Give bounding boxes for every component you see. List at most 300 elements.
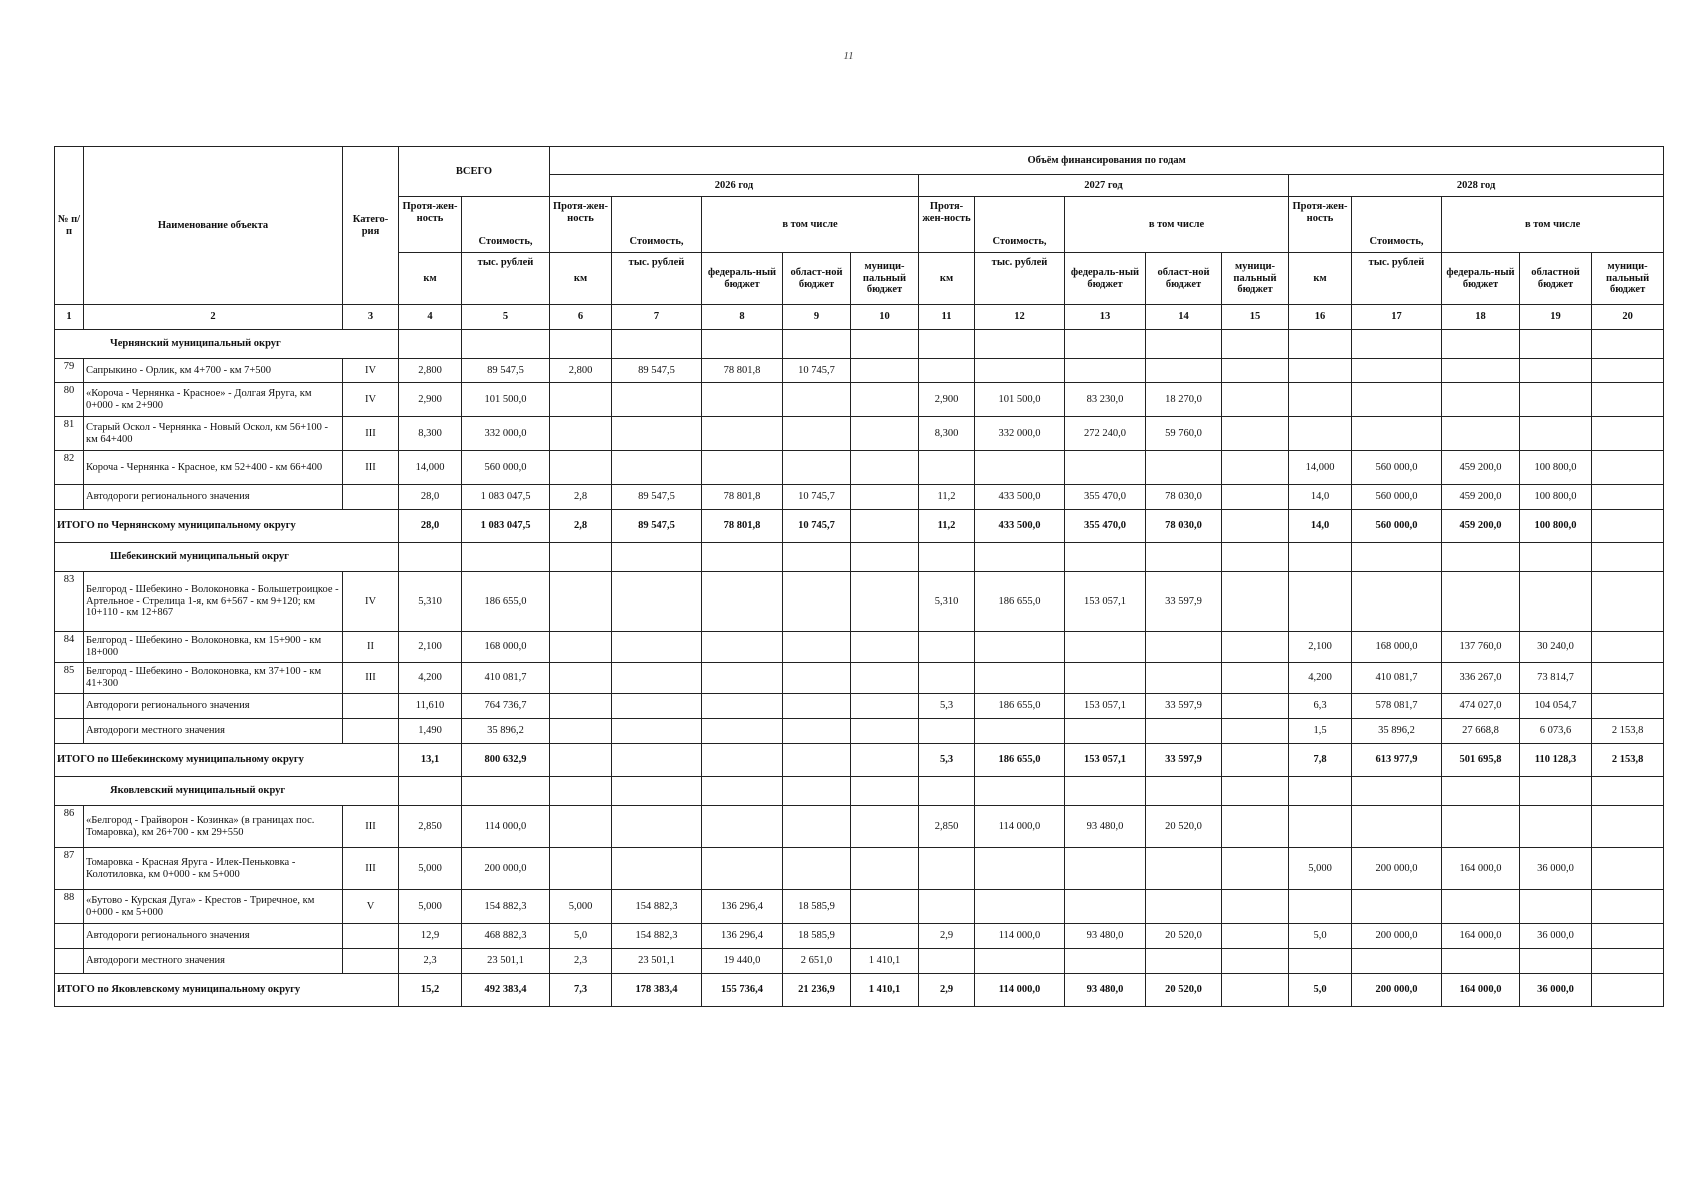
value-cell: 8,300 [919,417,975,451]
empty-cell [1442,777,1520,806]
empty-cell [975,777,1065,806]
object-row [55,451,1664,485]
header-cost: Стоимость, [975,197,1065,253]
value-cell: 164 000,0 [1442,924,1520,949]
value-cell [919,949,975,974]
empty-cell [462,777,550,806]
empty-cell [975,543,1065,572]
column-number: 19 [1520,305,1592,330]
value-cell: 560 000,0 [1352,451,1442,485]
value-cell: 83 230,0 [1065,383,1146,417]
value-cell: 20 520,0 [1146,806,1222,848]
value-cell [702,663,783,694]
value-cell: 272 240,0 [1065,417,1146,451]
value-cell: 168 000,0 [462,632,550,663]
total-cell: 13,1 [399,744,462,777]
row-number: 81 [55,417,84,451]
object-name: Старый Оскол - Чернянка - Новый Оскол, км 56+100 - км 64+400 [84,417,343,451]
value-cell: 2,900 [399,383,462,417]
value-cell [1222,949,1289,974]
total-cell [612,744,702,777]
value-cell: 5,3 [919,694,975,719]
value-cell [783,694,851,719]
value-cell [550,663,612,694]
header-regional: област-ной бюджет [783,253,851,305]
value-cell [851,417,919,451]
column-number: 18 [1442,305,1520,330]
total-cell: 613 977,9 [1352,744,1442,777]
header-federal: федераль-ный бюджет [702,253,783,305]
value-cell [1222,451,1289,485]
value-cell [1222,924,1289,949]
empty-cell [1289,543,1352,572]
empty-cell [1352,330,1442,359]
value-cell: 164 000,0 [1442,848,1520,890]
empty-cell [783,330,851,359]
value-cell: 355 470,0 [1065,485,1146,510]
header-cost-unit: тыс. рублей [975,253,1065,305]
value-cell: 2,100 [1289,632,1352,663]
district-row [55,543,1664,572]
value-cell: 6,3 [1289,694,1352,719]
total-cell: 800 632,9 [462,744,550,777]
empty-cell [1065,543,1146,572]
header-federal: федераль-ный бюджет [1065,253,1146,305]
value-cell: 101 500,0 [462,383,550,417]
value-cell: 4,200 [399,663,462,694]
total-cell: 15,2 [399,974,462,1007]
value-cell: 154 882,3 [612,924,702,949]
value-cell: 89 547,5 [612,359,702,383]
value-cell [1442,890,1520,924]
value-cell [1352,806,1442,848]
header-cost-unit: тыс. рублей [1352,253,1442,305]
value-cell [612,806,702,848]
value-cell [851,848,919,890]
object-name: Томаровка - Красная Яруга - Илек-Пеньковка - Колотиловка, км 0+000 - км 5+000 [84,848,343,890]
empty-cell [612,777,702,806]
value-cell: 33 597,9 [1146,572,1222,632]
value-cell: 27 668,8 [1442,719,1520,744]
value-cell: 153 057,1 [1065,572,1146,632]
value-cell: 1 410,1 [851,949,919,974]
value-cell [783,663,851,694]
empty-cell [462,330,550,359]
value-cell [1352,417,1442,451]
value-cell: 114 000,0 [975,806,1065,848]
value-cell [612,383,702,417]
value-cell [702,694,783,719]
object-name: Автодороги местного значения [84,949,343,974]
subtotal-row [55,719,1664,744]
row-number: 83 [55,572,84,632]
district-row [55,777,1664,806]
value-cell [1592,949,1664,974]
value-cell: 764 736,7 [462,694,550,719]
value-cell [851,694,919,719]
value-cell [1442,383,1520,417]
total-cell: 433 500,0 [975,510,1065,543]
subtotal-row [55,924,1664,949]
value-cell [1146,949,1222,974]
column-number: 10 [851,305,919,330]
value-cell: 136 296,4 [702,890,783,924]
value-cell: 114 000,0 [975,924,1065,949]
value-cell [1442,806,1520,848]
empty-cell [1146,543,1222,572]
value-cell: 14,0 [1289,485,1352,510]
value-cell: 168 000,0 [1352,632,1442,663]
value-cell: 89 547,5 [462,359,550,383]
row-number [55,719,84,744]
header-name: Наименование объекта [84,147,343,305]
value-cell: 2,900 [919,383,975,417]
total-cell: 2,8 [550,510,612,543]
object-row [55,383,1664,417]
empty-cell [399,777,462,806]
value-cell [851,485,919,510]
value-cell [1442,572,1520,632]
row-number [55,485,84,510]
empty-cell [783,777,851,806]
header-cost: Стоимость, [1352,197,1442,253]
value-cell [1289,383,1352,417]
value-cell: 474 027,0 [1442,694,1520,719]
value-cell [702,806,783,848]
value-cell: 12,9 [399,924,462,949]
value-cell [612,719,702,744]
value-cell: 137 760,0 [1442,632,1520,663]
value-cell [1065,890,1146,924]
value-cell: 433 500,0 [975,485,1065,510]
value-cell [783,572,851,632]
header-cost: Стоимость, [462,197,550,253]
row-number: 84 [55,632,84,663]
value-cell [919,632,975,663]
category-cell: III [343,663,399,694]
header-length: Протя-жен-ность [919,197,975,253]
value-cell [550,632,612,663]
value-cell [1592,694,1664,719]
value-cell [1222,572,1289,632]
subtotal-row [55,485,1664,510]
value-cell [975,949,1065,974]
header-length-unit: км [550,253,612,305]
header-cost-unit: тыс. рублей [612,253,702,305]
value-cell [1222,719,1289,744]
value-cell: 5,000 [399,848,462,890]
category-cell [343,694,399,719]
district-name: Шебекинский муниципальный округ [55,543,399,572]
value-cell: 5,0 [550,924,612,949]
district-row [55,330,1664,359]
value-cell: 1,490 [399,719,462,744]
value-cell: 136 296,4 [702,924,783,949]
value-cell [1146,663,1222,694]
value-cell [851,359,919,383]
header-category: Катего-рия [343,147,399,305]
value-cell [1222,383,1289,417]
value-cell [1065,663,1146,694]
value-cell: 459 200,0 [1442,451,1520,485]
value-cell [702,451,783,485]
column-numbers-row [55,305,1664,330]
value-cell: 73 814,7 [1520,663,1592,694]
value-cell [919,451,975,485]
value-cell [550,383,612,417]
empty-cell [702,543,783,572]
value-cell: 100 800,0 [1520,451,1592,485]
total-cell: 164 000,0 [1442,974,1520,1007]
category-cell: III [343,848,399,890]
value-cell [1442,417,1520,451]
value-cell [1592,417,1664,451]
value-cell [851,383,919,417]
empty-cell [550,330,612,359]
value-cell [1222,890,1289,924]
column-number: 15 [1222,305,1289,330]
value-cell: 2,3 [550,949,612,974]
header-municipal: муници-пальный бюджет [1222,253,1289,305]
value-cell: 14,000 [1289,451,1352,485]
value-cell [702,848,783,890]
value-cell [550,694,612,719]
value-cell: 36 000,0 [1520,848,1592,890]
empty-cell [1222,777,1289,806]
value-cell [1352,949,1442,974]
value-cell: 5,0 [1289,924,1352,949]
total-cell: 33 597,9 [1146,744,1222,777]
value-cell [1065,632,1146,663]
category-cell [343,485,399,510]
empty-cell [1592,330,1664,359]
value-cell [1520,383,1592,417]
value-cell [550,417,612,451]
value-cell: 2,8 [550,485,612,510]
category-cell: IV [343,383,399,417]
header-regional: областной бюджет [1520,253,1592,305]
value-cell [783,451,851,485]
value-cell [702,417,783,451]
value-cell [550,451,612,485]
object-name: Белгород - Шебекино - Волоконовка - Большетроицкое - Артельное - Стрелица 1-я, км 6+567 - км 9+120; км 10+110 - км 12+867 [84,572,343,632]
total-cell [550,744,612,777]
header-municipal: муници-пальный бюджет [851,253,919,305]
total-cell [851,510,919,543]
category-cell [343,949,399,974]
value-cell [975,451,1065,485]
value-cell: 23 501,1 [612,949,702,974]
value-cell [1146,719,1222,744]
value-cell [783,417,851,451]
value-cell [702,383,783,417]
subtotal-row [55,949,1664,974]
total-cell: 5,0 [1289,974,1352,1007]
column-number: 17 [1352,305,1442,330]
header-length-unit: км [919,253,975,305]
header-municipal: муници-пальный бюджет [1592,253,1664,305]
empty-cell [1352,777,1442,806]
total-cell [702,744,783,777]
value-cell: 5,000 [399,890,462,924]
empty-cell [1289,777,1352,806]
total-cell [1222,744,1289,777]
column-number: 11 [919,305,975,330]
object-name: Автодороги регионального значения [84,924,343,949]
total-cell: 200 000,0 [1352,974,1442,1007]
empty-cell [550,543,612,572]
empty-cell [919,543,975,572]
category-cell: III [343,451,399,485]
empty-cell [1520,543,1592,572]
value-cell [1592,632,1664,663]
header-including: в том числе [1442,197,1664,253]
financing-table [54,146,1664,1007]
value-cell [1289,572,1352,632]
column-number: 5 [462,305,550,330]
total-label: ИТОГО по Чернянскому муниципальному округу [55,510,399,543]
value-cell [975,359,1065,383]
value-cell [1289,949,1352,974]
value-cell [1146,632,1222,663]
empty-cell [1352,543,1442,572]
value-cell: 30 240,0 [1520,632,1592,663]
header-length-unit: км [399,253,462,305]
empty-cell [919,777,975,806]
value-cell [1592,383,1664,417]
table-body [55,330,1664,1007]
total-row [55,510,1664,543]
header-federal: федераль-ный бюджет [1442,253,1520,305]
total-cell: 89 547,5 [612,510,702,543]
value-cell [1592,806,1664,848]
column-number: 6 [550,305,612,330]
value-cell [1065,451,1146,485]
empty-cell [1222,330,1289,359]
value-cell [919,719,975,744]
value-cell [919,663,975,694]
value-cell: 6 073,6 [1520,719,1592,744]
value-cell: 186 655,0 [975,694,1065,719]
value-cell [1592,485,1664,510]
empty-cell [1065,330,1146,359]
category-cell: III [343,417,399,451]
value-cell: 104 054,7 [1520,694,1592,719]
object-name: «Белгород - Грайворон - Козинка» (в границах пос. Томаровка), км 26+700 - км 29+550 [84,806,343,848]
object-name: «Бутово - Курская Дуга» - Крестов - Триречное, км 0+000 - км 5+000 [84,890,343,924]
value-cell [851,890,919,924]
total-cell: 14,0 [1289,510,1352,543]
value-cell [851,572,919,632]
total-cell: 178 383,4 [612,974,702,1007]
header-num: № п/п [55,147,84,305]
value-cell: 5,310 [399,572,462,632]
value-cell [851,663,919,694]
value-cell [1442,949,1520,974]
value-cell: 332 000,0 [975,417,1065,451]
value-cell: 1 083 047,5 [462,485,550,510]
total-cell: 93 480,0 [1065,974,1146,1007]
empty-cell [550,777,612,806]
value-cell: 4,200 [1289,663,1352,694]
value-cell [1222,663,1289,694]
header-length: Протя-жен-ность [550,197,612,253]
value-cell [783,719,851,744]
empty-cell [612,543,702,572]
value-cell [1065,359,1146,383]
value-cell: 200 000,0 [1352,848,1442,890]
value-cell: 186 655,0 [975,572,1065,632]
total-row [55,974,1664,1007]
value-cell: 1,5 [1289,719,1352,744]
empty-cell [919,330,975,359]
value-cell [975,632,1065,663]
empty-cell [1442,543,1520,572]
value-cell: 2,9 [919,924,975,949]
value-cell [851,806,919,848]
value-cell: 114 000,0 [462,806,550,848]
empty-cell [1520,777,1592,806]
value-cell [851,719,919,744]
value-cell [975,848,1065,890]
total-cell: 7,8 [1289,744,1352,777]
value-cell [919,890,975,924]
empty-cell [1065,777,1146,806]
value-cell [612,663,702,694]
total-cell: 36 000,0 [1520,974,1592,1007]
row-number [55,949,84,974]
value-cell: 186 655,0 [462,572,550,632]
value-cell [1146,359,1222,383]
value-cell [851,924,919,949]
value-cell [1520,417,1592,451]
empty-cell [1520,330,1592,359]
row-number: 82 [55,451,84,485]
value-cell [1222,417,1289,451]
value-cell [919,848,975,890]
total-cell [1592,974,1664,1007]
value-cell [1520,359,1592,383]
value-cell [1289,359,1352,383]
value-cell: 2,800 [550,359,612,383]
value-cell [1442,359,1520,383]
row-number [55,924,84,949]
empty-cell [975,330,1065,359]
value-cell [783,848,851,890]
value-cell: 200 000,0 [1352,924,1442,949]
value-cell: 33 597,9 [1146,694,1222,719]
total-cell: 11,2 [919,510,975,543]
empty-cell [1146,330,1222,359]
value-cell: 59 760,0 [1146,417,1222,451]
value-cell [612,848,702,890]
value-cell [1352,572,1442,632]
value-cell [1146,451,1222,485]
value-cell [1222,848,1289,890]
object-row [55,848,1664,890]
column-number: 4 [399,305,462,330]
total-cell [1592,510,1664,543]
value-cell: 410 081,7 [1352,663,1442,694]
empty-cell [462,543,550,572]
value-cell [1222,485,1289,510]
value-cell [1222,694,1289,719]
value-cell: 78 801,8 [702,359,783,383]
header-including: в том числе [702,197,919,253]
value-cell: 10 745,7 [783,359,851,383]
total-cell [1222,510,1289,543]
total-cell: 2,9 [919,974,975,1007]
